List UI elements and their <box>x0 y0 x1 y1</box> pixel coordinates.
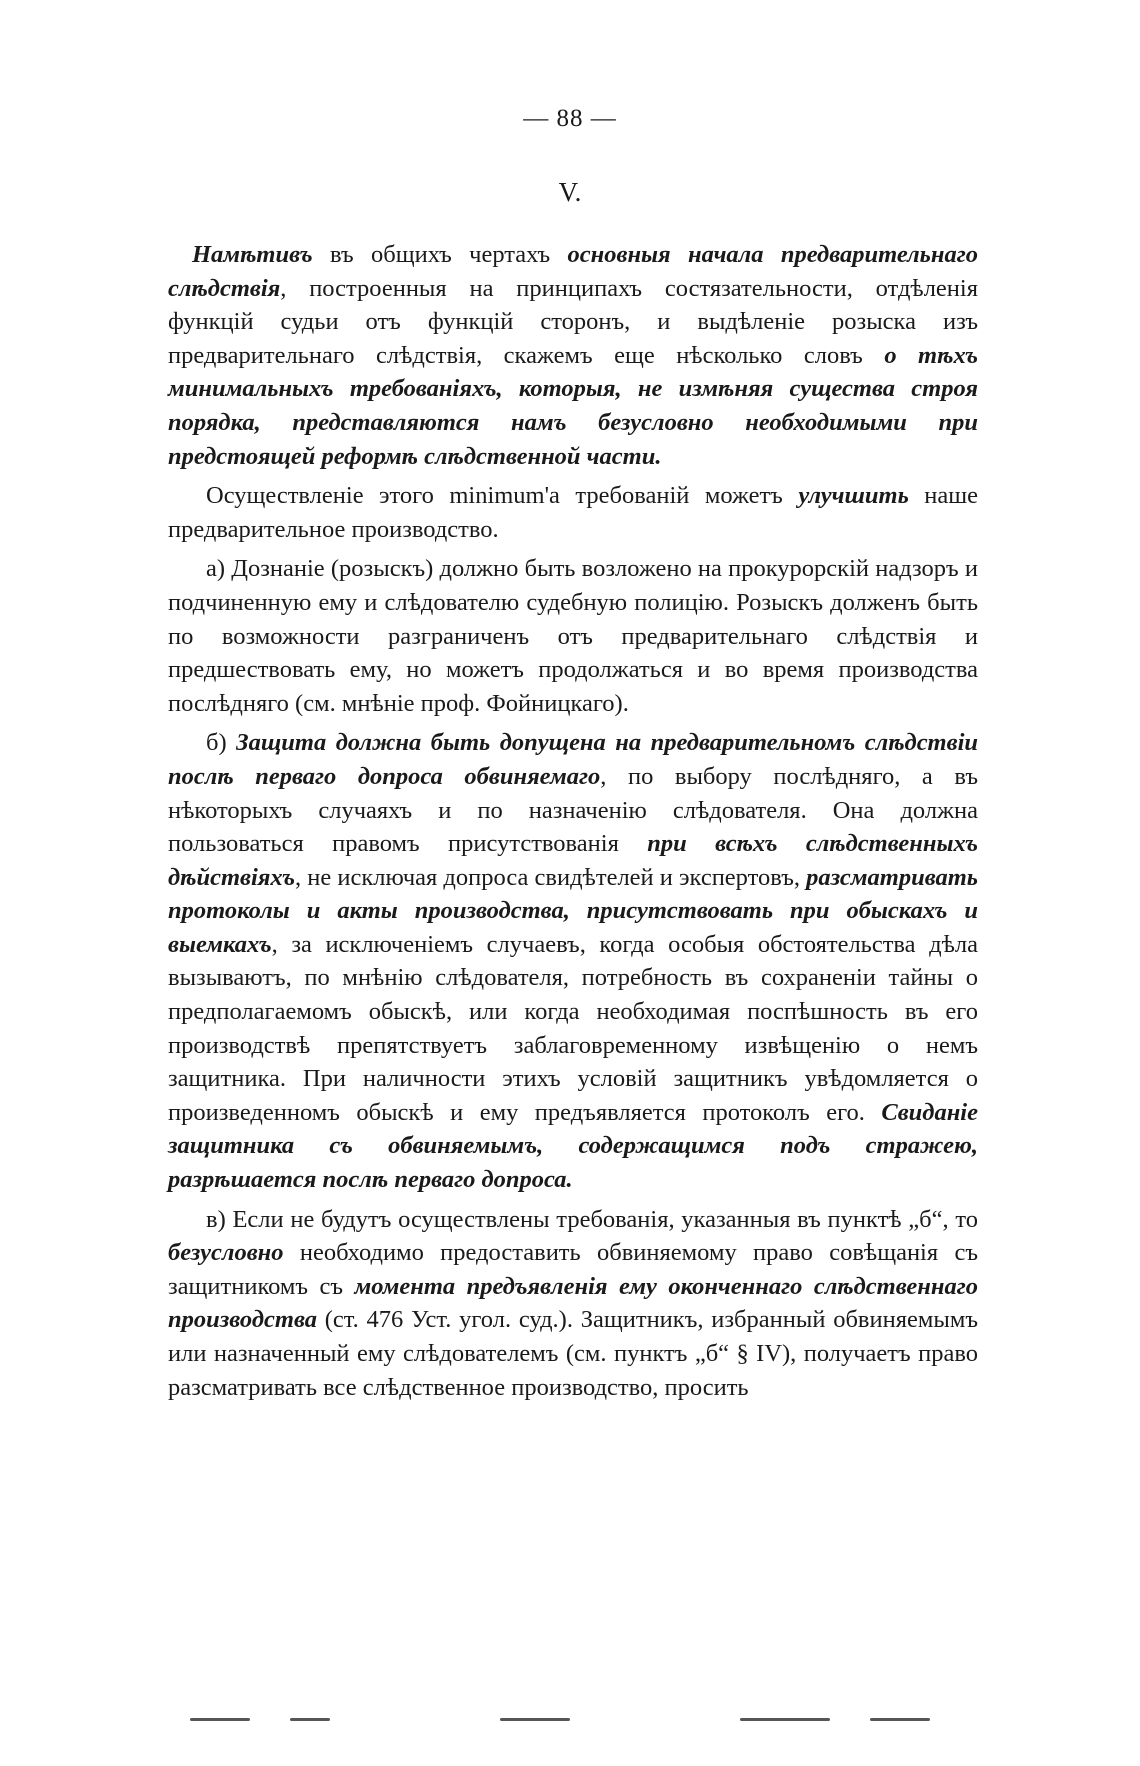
scan-speck <box>500 1718 570 1721</box>
scan-speck <box>190 1718 250 1721</box>
paragraph-intro <box>168 238 978 473</box>
paragraph-b <box>168 726 978 1196</box>
paragraph-minimum <box>168 479 978 546</box>
body-text <box>168 238 978 1404</box>
scan-artifacts <box>180 1718 960 1732</box>
paragraph-a <box>168 552 978 720</box>
text-span: (ст. 476 Уст. угол. суд.). Защитникъ, избранный обвиняемымъ или назначенный ему слѣдователемъ (см. пунктъ „б“ § IV), получаетъ право разсматривать все слѣдственное производство, просить <box>168 1306 978 1401</box>
text-span: необходимо предоставить обвиняемому право совѣщанія съ защитникомъ съ <box>168 1239 978 1300</box>
text-span: Намѣтивъ <box>192 241 313 268</box>
scan-speck <box>740 1718 830 1721</box>
scan-speck <box>290 1718 330 1721</box>
text-span: , построенныя на принципахъ состязательности, отдѣленія функцій судьи отъ функцій сторонъ, и выдѣленіе розыска изъ предварительнаго слѣдствія, скажемъ еще нѣсколько словъ <box>168 274 978 369</box>
text-span: , за исключеніемъ случаевъ, когда особыя обстоятельства дѣла вызываютъ, по мнѣнію слѣдователя, потребность въ сохраненіи тайны о предполагаемомъ обыскѣ, или когда необходимая поспѣшность въ его производствѣ препятствуетъ заблаговременному извѣщенію о немъ защитника. При наличности этихъ условій защитникъ увѣдомляется о произведенномъ обыскѣ и ему предъявляется протоколъ его. <box>168 930 978 1126</box>
text-span: основныя начала предварительнаго слѣдствія <box>168 241 979 302</box>
section-heading: V. <box>558 177 582 207</box>
text-span: безусловно <box>168 1239 284 1267</box>
text-span: разсматривать протоколы и акты производства, присутствовать при обыскахъ и выемкахъ <box>168 863 978 958</box>
text-span: о тѣхъ минимальныхъ требованіяхъ, которыя, не измѣняя существа строя порядка, представляются намъ безусловно необходимыми при предстоящей реформѣ слѣдственной части. <box>168 341 978 470</box>
text-span: момента предъявленія ему оконченнаго слѣдственнаго производства <box>168 1272 978 1334</box>
text-span: улучшить <box>798 482 909 510</box>
text-span: Осуществленіе этого minimum'а требованій можетъ <box>206 482 799 510</box>
text-span: наше предварительное производство. <box>168 482 979 543</box>
text-span: при всѣхъ слѣдственныхъ дѣйствіяхъ <box>168 830 978 891</box>
text-span: Защита должна быть допущена на предварительномъ слѣдствіи послѣ перваго допроса обвиняемаго <box>168 729 978 790</box>
text-span: б) <box>206 729 237 757</box>
text-span: Свиданіе защитника съ обвиняемымъ, содержащимся подъ стражею, разрѣшается послѣ перваго допроса. <box>168 1098 978 1194</box>
text-span: , по выбору послѣдняго, а въ нѣкоторыхъ случаяхъ и по назначенію слѣдователя. Она должна пользоваться правомъ присутствованія <box>168 762 978 858</box>
scan-speck <box>870 1718 930 1721</box>
text-span: въ общихъ чертахъ <box>312 241 568 268</box>
text-span: а) Дознаніе (розыскъ) должно быть возложено на прокурорскій надзоръ и подчиненную ему и слѣдователю судебную полицію. Розыскъ долженъ быть по возможности разграниченъ отъ предварительнаго слѣдствія и предшествовать ему, но можетъ продолжаться и во время производства послѣдняго (см. мнѣніе проф. Фойницкаго). <box>168 555 978 717</box>
text-span: в) Если не будутъ осуществлены требованія, указанныя въ пунктѣ „б“, то <box>206 1205 978 1233</box>
paragraph-v <box>168 1203 978 1405</box>
text-span: , не исключая допроса свидѣтелей и экспертовъ, <box>294 863 807 891</box>
page-number: — 88 — <box>523 105 617 132</box>
